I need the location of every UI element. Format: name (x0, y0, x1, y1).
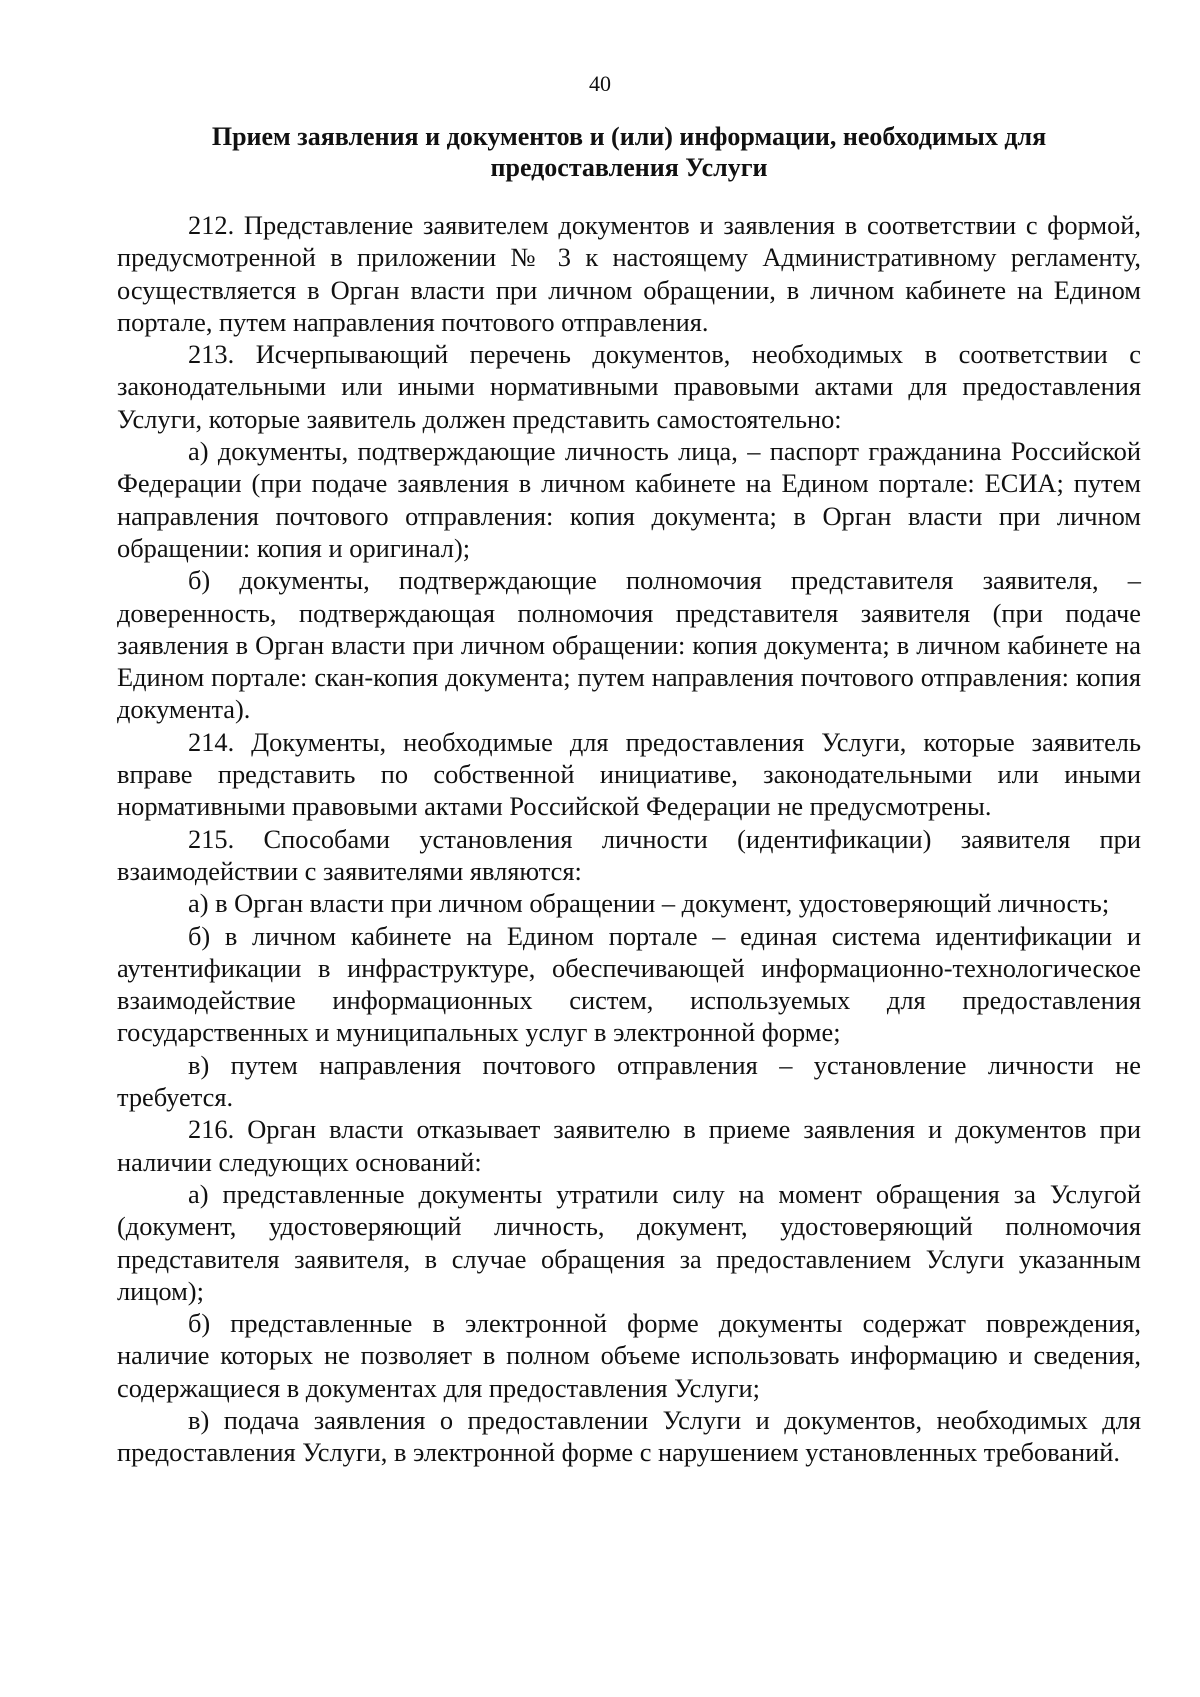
document-body (117, 209, 1141, 1469)
paragraph-213-item-a: а) документы, подтверждающие личность лица, – паспорт гражданина Российской Федерации (при подаче заявления в личном кабинете на Едином портале: ЕСИА; путем направления почтового отправления: копия документа; в Орган власти при личном обращении: копия и оригинал); (117, 436, 1141, 563)
page-number: 40 (589, 71, 611, 96)
paragraph-216: 216. Орган власти отказывает заявителю в приеме заявления и документов при наличии следующих оснований: (117, 1114, 1141, 1177)
paragraph-216-item-a: а) представленные документы утратили силу на момент обращения за Услугой (документ, удостоверяющий личность, документ, удостоверяющий полномочия представителя заявителя, в случае обращения за предоставлением Услуги указанным лицом); (117, 1178, 1141, 1306)
paragraph-214: 214. Документы, необходимые для предоставления Услуги, которые заявитель вправе представить по собственной инициативе, законодательными или иными нормативными правовыми актами Российской Федерации не предусмотрены. (117, 726, 1141, 822)
paragraph-215-item-c: в) путем направления почтового отправления – установление личности не требуется. (117, 1049, 1141, 1113)
paragraph-216-item-c: в) подача заявления о предоставлении Услуги и документов, необходимых для предоставления Услуги, в электронной форме с нарушением установленных требований. (117, 1404, 1141, 1468)
paragraph-212: 212. Представление заявителем документов и заявления в соответствии с формой, предусмотренной в приложении № 3 к настоящему Административному регламенту, осуществляется в Орган власти при личном обращении, в личном кабинете на Едином портале, путем направления почтового отправления. (117, 210, 1141, 337)
paragraph-215-item-b: б) в личном кабинете на Едином портале – единая система идентификации и аутентификации в инфраструктуре, обеспечивающей информационно-технологическое взаимодействие информационных систем, используемых для предоставления государственных и муниципальных услуг в электронной форме; (117, 920, 1141, 1048)
paragraph-215-item-a: а) в Орган власти при личном обращении – документ, удостоверяющий личность; (188, 888, 1110, 919)
paragraph-213: 213. Исчерпывающий перечень документов, необходимых в соответствии с законодательными или иными нормативными правовыми актами для предоставления Услуги, которые заявитель должен представить самостоятельно: (117, 339, 1141, 434)
paragraph-215: 215. Способами установления личности (идентификации) заявителя при взаимодействии с заявителями являются: (117, 823, 1141, 886)
section-title: Прием заявления и документов и (или) информации, необходимых для предоставления Услуги (211, 122, 1047, 182)
paragraph-213-item-b: б) документы, подтверждающие полномочия представителя заявителя, – доверенность, подтверждающая полномочия представителя заявителя (при подаче заявления в Орган власти при личном обращении: копия документа; в личном кабинете на Едином портале: скан-копия документа; путем направления почтового отправления: копия документа). (117, 565, 1141, 725)
paragraph-216-item-b: б) представленные в электронной форме документы содержат повреждения, наличие которых не позволяет в полном объеме использовать информацию и сведения, содержащиеся в документах для предоставления Услуги; (117, 1308, 1141, 1403)
